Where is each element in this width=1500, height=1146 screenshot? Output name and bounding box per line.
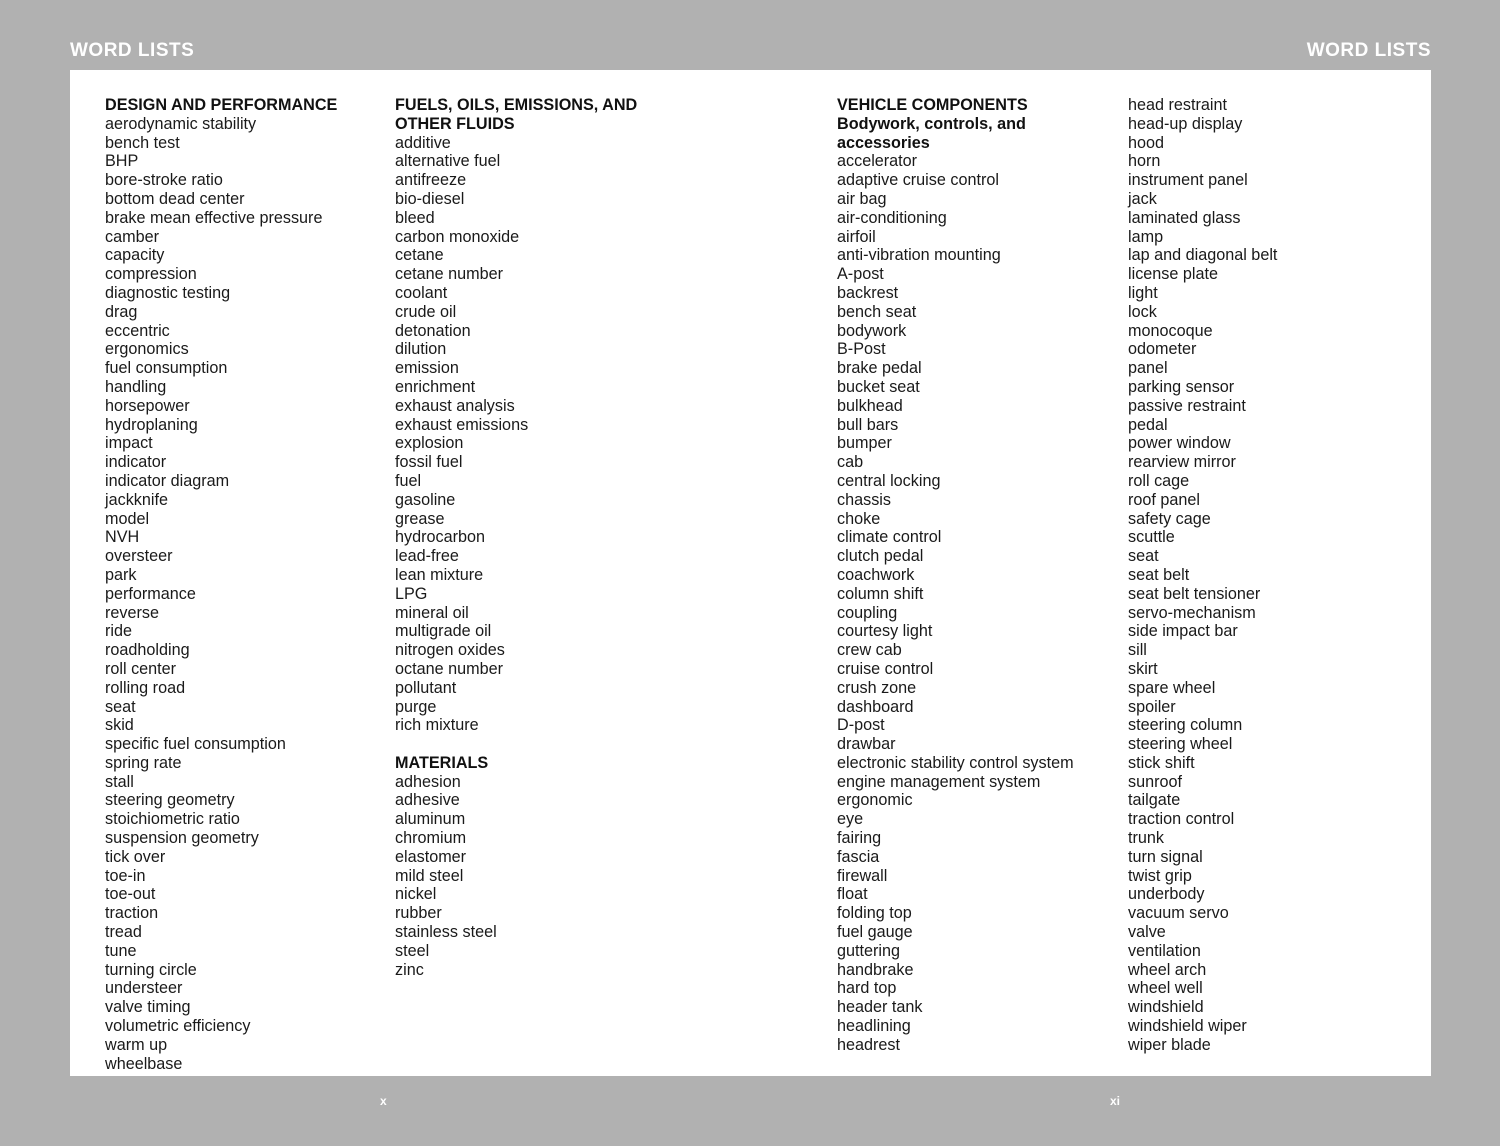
word-list-item: NVH — [105, 528, 140, 547]
word-list-item: windshield wiper — [1128, 1017, 1247, 1036]
word-list-item: performance — [105, 584, 196, 603]
word-list-item: fascia — [837, 847, 880, 866]
word-list-item: turning circle — [105, 960, 197, 979]
page-number-right: xi — [1110, 1094, 1121, 1108]
word-list-item: cetane number — [395, 265, 503, 284]
word-list-item: aluminum — [395, 810, 466, 829]
word-list-item: backrest — [837, 283, 899, 302]
word-list-item: rolling road — [105, 678, 186, 697]
word-list-item: light — [1128, 283, 1158, 302]
word-list-item: carbon monoxide — [395, 227, 520, 246]
word-list-item: dilution — [395, 340, 447, 359]
word-list-item: servo-mechanism — [1128, 603, 1256, 622]
word-list-item: jackknife — [105, 490, 168, 509]
word-list-item: bottom dead center — [105, 189, 245, 208]
word-list-item: parking sensor — [1128, 377, 1235, 396]
word-list-item: reverse — [105, 603, 159, 622]
word-list-item: bio-diesel — [395, 189, 465, 208]
word-list-item: pedal — [1128, 415, 1168, 434]
word-list-item: jack — [1128, 189, 1157, 208]
word-list-item: wheelbase — [105, 1054, 183, 1073]
word-list-item: indicator — [105, 453, 167, 472]
word-list-item: model — [105, 509, 150, 528]
word-list-item: brake pedal — [837, 359, 922, 378]
word-list-item: climate control — [837, 528, 942, 547]
word-list-item: cetane — [395, 246, 444, 265]
word-list-item: tick over — [105, 847, 166, 866]
word-list-item: adhesive — [395, 791, 460, 810]
word-list-item: toe-out — [105, 885, 156, 904]
word-list-item: crush zone — [837, 678, 917, 697]
word-list-item: A-post — [837, 265, 884, 284]
word-list-column-2 — [395, 96, 637, 979]
word-list-item: hard top — [837, 979, 897, 998]
word-list-item: roll cage — [1128, 471, 1190, 490]
word-list-item: BHP — [105, 152, 139, 171]
section-heading: VEHICLE COMPONENTS — [837, 96, 1028, 114]
word-list-item: aerodynamic stability — [105, 114, 257, 133]
word-list-item: indicator diagram — [105, 471, 230, 490]
word-list-item: fuel consumption — [105, 359, 228, 378]
word-list-item: drag — [105, 302, 138, 321]
word-list-item: bucket seat — [837, 377, 920, 396]
word-list-item: roll center — [105, 659, 177, 678]
word-list-item: tune — [105, 941, 137, 960]
word-list-item: roadholding — [105, 641, 190, 660]
word-list-item: alternative fuel — [395, 152, 501, 171]
word-list-item: oversteer — [105, 547, 173, 566]
section-spacer — [395, 735, 637, 754]
word-list-item: crew cab — [837, 641, 902, 660]
word-list-item: folding top — [837, 904, 912, 923]
word-list-item: guttering — [837, 941, 900, 960]
word-list-item: grease — [395, 509, 445, 528]
word-list-item: steering column — [1128, 716, 1243, 735]
word-list-item: additive — [395, 133, 451, 152]
word-list-item: twist grip — [1128, 866, 1192, 885]
word-list-item: rearview mirror — [1128, 453, 1236, 472]
word-list-item: adhesion — [395, 772, 461, 791]
word-list-item: eccentric — [105, 321, 170, 340]
word-list-item: lead-free — [395, 547, 459, 566]
word-list-item: rubber — [395, 904, 442, 923]
word-list-item: license plate — [1128, 265, 1218, 284]
word-list-item: anti-vibration mounting — [837, 246, 1001, 265]
word-list-item: wheel arch — [1128, 960, 1207, 979]
word-list-item: ventilation — [1128, 941, 1201, 960]
word-list-item: underbody — [1128, 885, 1205, 904]
word-list-item: lock — [1128, 302, 1157, 321]
word-list-item: D-post — [837, 716, 885, 735]
word-list-item: B-Post — [837, 340, 886, 359]
word-list-item: passive restraint — [1128, 396, 1246, 415]
word-list-item: seat belt — [1128, 565, 1190, 584]
word-list-item: eye — [837, 810, 864, 829]
word-list-item: tailgate — [1128, 791, 1181, 810]
word-list-item: headlining — [837, 1017, 911, 1036]
word-list-item: steering wheel — [1128, 735, 1233, 754]
word-list-item: valve timing — [105, 998, 191, 1017]
word-list-item: trunk — [1128, 829, 1164, 848]
section-heading: OTHER FLUIDS — [395, 114, 515, 133]
word-list-item: impact — [105, 434, 153, 453]
word-list-item: seat — [105, 697, 136, 716]
word-list-item: seat — [1128, 547, 1159, 566]
word-list-item: lamp — [1128, 227, 1164, 246]
word-list-item: exhaust analysis — [395, 396, 515, 415]
word-list-item: lean mixture — [395, 565, 484, 584]
word-list-item: fossil fuel — [395, 453, 463, 472]
word-list-item: dashboard — [837, 697, 914, 716]
word-list-column-4 — [1128, 96, 1277, 1055]
word-list-item: volumetric efficiency — [105, 1017, 251, 1036]
word-list-item: stall — [105, 772, 134, 791]
word-list-item: fuel — [395, 471, 422, 490]
word-list-item: air-conditioning — [837, 208, 947, 227]
word-list-item: LPG — [395, 584, 428, 603]
header-title-right: WORD LISTS — [1306, 40, 1431, 61]
word-list-item: capacity — [105, 246, 165, 265]
word-list-item: steel — [395, 941, 430, 960]
word-list-item: laminated glass — [1128, 208, 1241, 227]
word-list-item: detonation — [395, 321, 471, 340]
word-list-item: specific fuel consumption — [105, 735, 286, 754]
word-list-item: camber — [105, 227, 159, 246]
word-list-item: warm up — [105, 1035, 168, 1054]
word-list-item: spare wheel — [1128, 678, 1216, 697]
word-list-item: nitrogen oxides — [395, 641, 505, 660]
word-list-item: firewall — [837, 866, 888, 885]
word-list-item: engine management system — [837, 772, 1041, 791]
section-heading: accessories — [837, 133, 930, 152]
word-list-item: seat belt tensioner — [1128, 584, 1261, 603]
word-list-item: hydrocarbon — [395, 528, 485, 547]
word-list-item: zinc — [395, 960, 424, 979]
word-list-item: nickel — [395, 885, 437, 904]
word-list-item: coachwork — [837, 565, 915, 584]
word-list-item: skid — [105, 716, 134, 735]
word-list-item: monocoque — [1128, 321, 1213, 340]
word-list-item: drawbar — [837, 735, 896, 754]
word-list-item: emission — [395, 359, 459, 378]
section-heading: DESIGN AND PERFORMANCE — [105, 96, 338, 114]
word-list-item: handbrake — [837, 960, 914, 979]
page-number-left: x — [380, 1094, 387, 1108]
word-list-item: bull bars — [837, 415, 899, 434]
word-list-item: accelerator — [837, 152, 918, 171]
word-list-item: sunroof — [1128, 772, 1182, 791]
word-list-item: column shift — [837, 584, 924, 603]
word-list-item: side impact bar — [1128, 622, 1238, 641]
word-list-item: panel — [1128, 359, 1168, 378]
word-list-item: sill — [1128, 641, 1147, 660]
word-list-item: turn signal — [1128, 847, 1203, 866]
word-list-item: ergonomic — [837, 791, 913, 810]
word-list-item: compression — [105, 265, 197, 284]
word-list-item: explosion — [395, 434, 464, 453]
word-list-item: ergonomics — [105, 340, 189, 359]
word-list-item: enrichment — [395, 377, 476, 396]
word-list-item: safety cage — [1128, 509, 1211, 528]
word-list-item: stick shift — [1128, 753, 1195, 772]
word-list-item: airfoil — [837, 227, 876, 246]
word-list-item: head-up display — [1128, 114, 1243, 133]
word-list-item: wheel well — [1128, 979, 1203, 998]
word-list-item: traction — [105, 904, 159, 923]
word-list-item: chassis — [837, 490, 891, 509]
word-list-item: bench test — [105, 133, 180, 152]
word-list-item: coolant — [395, 283, 448, 302]
word-list-item: lap and diagonal belt — [1128, 246, 1278, 265]
word-list-item: park — [105, 565, 137, 584]
word-list-item: antifreeze — [395, 171, 467, 190]
word-list-item: traction control — [1128, 810, 1235, 829]
word-list-item: horsepower — [105, 396, 190, 415]
word-list-item: bumper — [837, 434, 892, 453]
word-list-item: wiper blade — [1128, 1035, 1211, 1054]
word-list-item: coupling — [837, 603, 898, 622]
word-list-item: steering geometry — [105, 791, 235, 810]
word-list-item: stoichiometric ratio — [105, 810, 240, 829]
word-list-item: float — [837, 885, 868, 904]
section-heading: Bodywork, controls, and — [837, 114, 1026, 133]
word-list-item: odometer — [1128, 340, 1197, 359]
word-list-item: mild steel — [395, 866, 464, 885]
word-list-column-1 — [105, 96, 337, 1073]
word-list-item: ride — [105, 622, 132, 641]
section-heading: FUELS, OILS, EMISSIONS, AND — [395, 96, 638, 114]
word-list-item: crude oil — [395, 302, 457, 321]
word-list-item: head restraint — [1128, 96, 1227, 114]
word-list-item: exhaust emissions — [395, 415, 529, 434]
word-list-item: tread — [105, 923, 142, 942]
word-list-item: roof panel — [1128, 490, 1200, 509]
word-list-item: central locking — [837, 471, 941, 490]
word-list-item: spoiler — [1128, 697, 1176, 716]
word-list-item: spring rate — [105, 753, 182, 772]
word-list-item: adaptive cruise control — [837, 171, 999, 190]
word-list-item: rich mixture — [395, 716, 479, 735]
word-list-item: multigrade oil — [395, 622, 492, 641]
word-list-item: understeer — [105, 979, 183, 998]
word-list-item: fairing — [837, 829, 882, 848]
word-list-item: hydroplaning — [105, 415, 198, 434]
word-list-item: bench seat — [837, 302, 917, 321]
word-list-item: valve — [1128, 923, 1166, 942]
word-list-item: horn — [1128, 152, 1161, 171]
word-list-item: electronic stability control system — [837, 753, 1074, 772]
word-list-item: hood — [1128, 133, 1165, 152]
word-list-item: pollutant — [395, 678, 457, 697]
word-list-item: handling — [105, 377, 167, 396]
word-list-item: choke — [837, 509, 881, 528]
word-list-item: windshield — [1128, 998, 1204, 1017]
word-list-item: diagnostic testing — [105, 283, 231, 302]
word-list-item: clutch pedal — [837, 547, 924, 566]
word-list-item: fuel gauge — [837, 923, 913, 942]
word-list-item: purge — [395, 697, 437, 716]
word-list-item: cruise control — [837, 659, 934, 678]
word-list-item: vacuum servo — [1128, 904, 1229, 923]
word-list-item: octane number — [395, 659, 503, 678]
section-heading: MATERIALS — [395, 753, 489, 772]
word-list-item: courtesy light — [837, 622, 933, 641]
word-list-column-3 — [837, 96, 1074, 1055]
word-list-item: toe-in — [105, 866, 146, 885]
word-list-item: scuttle — [1128, 528, 1175, 547]
word-list-item: elastomer — [395, 847, 467, 866]
word-list-item: instrument panel — [1128, 171, 1248, 190]
word-list-item: brake mean effective pressure — [105, 208, 323, 227]
word-list-item: gasoline — [395, 490, 456, 509]
word-list-item: bodywork — [837, 321, 907, 340]
word-list-item: bleed — [395, 208, 435, 227]
word-list-item: chromium — [395, 829, 467, 848]
word-list-item: mineral oil — [395, 603, 469, 622]
header-title-left: WORD LISTS — [70, 40, 195, 61]
word-list-item: suspension geometry — [105, 829, 259, 848]
word-list-item: bore-stroke ratio — [105, 171, 223, 190]
word-list-item: header tank — [837, 998, 923, 1017]
word-list-item: skirt — [1128, 659, 1158, 678]
word-list-item: air bag — [837, 189, 887, 208]
word-list-item: headrest — [837, 1035, 900, 1054]
word-list-item: power window — [1128, 434, 1231, 453]
word-list-item: bulkhead — [837, 396, 903, 415]
word-list-item: stainless steel — [395, 923, 497, 942]
word-list-item: cab — [837, 453, 864, 472]
